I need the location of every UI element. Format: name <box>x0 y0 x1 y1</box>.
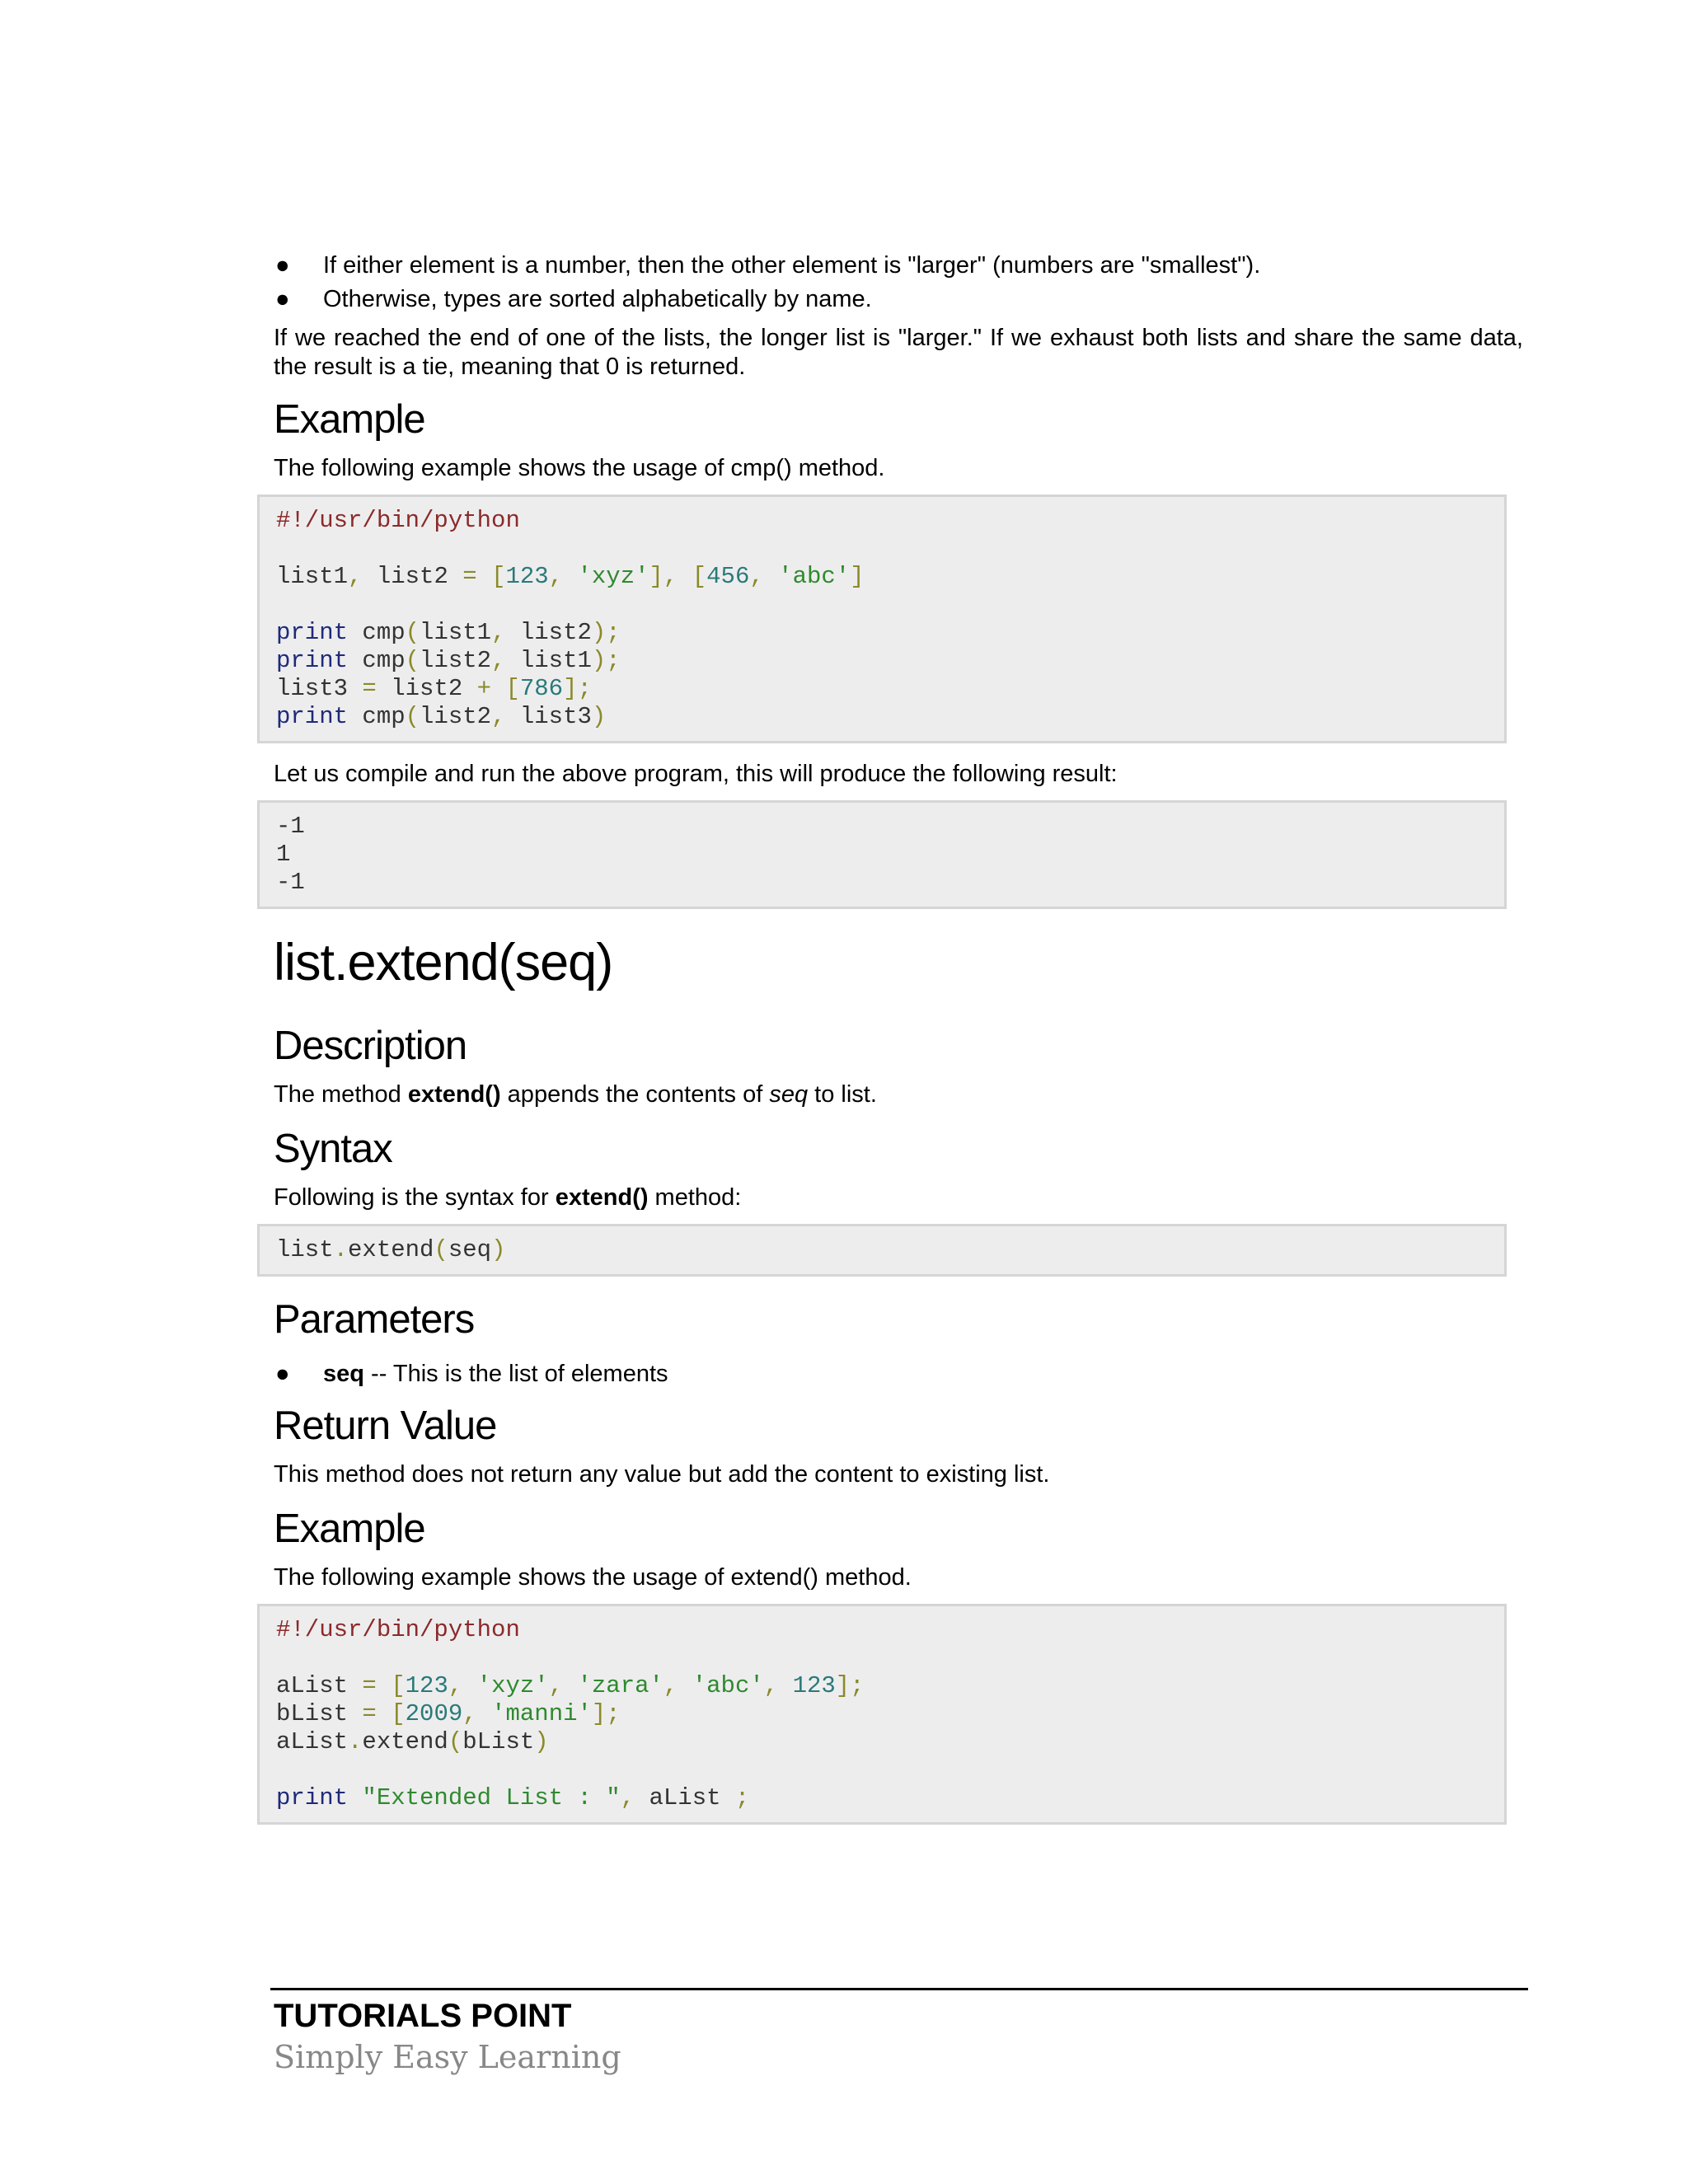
return-value-heading: Return Value <box>274 1404 497 1448</box>
page-content <box>274 249 1523 1825</box>
comparison-rules-list <box>274 249 1523 316</box>
description-text: The method extend() appends the contents of seq to list. <box>274 1081 877 1108</box>
parameters-list <box>274 1357 1523 1391</box>
end-of-list-paragraph: If we reached the end of one of the lists, the longer list is "larger." If we exhaust both lists and share the same data, the result is a tie, meaning that 0 is returned. <box>274 325 1523 380</box>
bullet-icon: ● <box>275 1361 290 1387</box>
code-block-output: -1 1 -1 <box>257 800 1507 909</box>
example-heading-2: Example <box>274 1507 425 1551</box>
syntax-text: Following is the syntax for extend() method: <box>274 1184 742 1211</box>
footer-tagline: Simply Easy Learning <box>274 2039 621 2075</box>
result-intro: Let us compile and run the above program, this will produce the following result: <box>274 761 1118 787</box>
page-title: list.extend(seq) <box>274 934 613 991</box>
footer-divider <box>270 1988 1528 1990</box>
example-intro-2: The following example shows the usage of extend() method. <box>274 1564 912 1591</box>
footer-brand: TUTORIALS POINT <box>274 1998 572 2034</box>
bullet-icon: ● <box>275 252 290 279</box>
list-item: ● If either element is a number, then the other element is "larger" (numbers are "smallest"). <box>274 249 1523 283</box>
example-heading: Example <box>274 397 425 442</box>
list-item: ● Otherwise, types are sorted alphabetically by name. <box>274 283 1523 316</box>
parameters-heading: Parameters <box>274 1297 475 1342</box>
description-heading: Description <box>274 1024 467 1068</box>
code-block-syntax: list.extend(seq) <box>257 1224 1507 1277</box>
syntax-heading: Syntax <box>274 1127 392 1171</box>
return-value-text: This method does not return any value but add the content to existing list. <box>274 1461 1050 1488</box>
example-intro: The following example shows the usage of cmp() method. <box>274 455 885 481</box>
code-block-cmp-example: #!/usr/bin/python list1, list2 = [123, 'xyz'], [456, 'abc'] print cmp(list1, list2); print cmp(list2, list1); list3 = list2 + [786]; print cmp(list2, list3) <box>257 494 1507 743</box>
code-block-extend-example: #!/usr/bin/python aList = [123, 'xyz', 'zara', 'abc', 123]; bList = [2009, 'manni']; aList.extend(bList) print "Extended List : ", aList ; <box>257 1604 1507 1825</box>
list-item: ● seq -- This is the list of elements <box>274 1357 1523 1391</box>
bullet-icon: ● <box>275 286 290 312</box>
